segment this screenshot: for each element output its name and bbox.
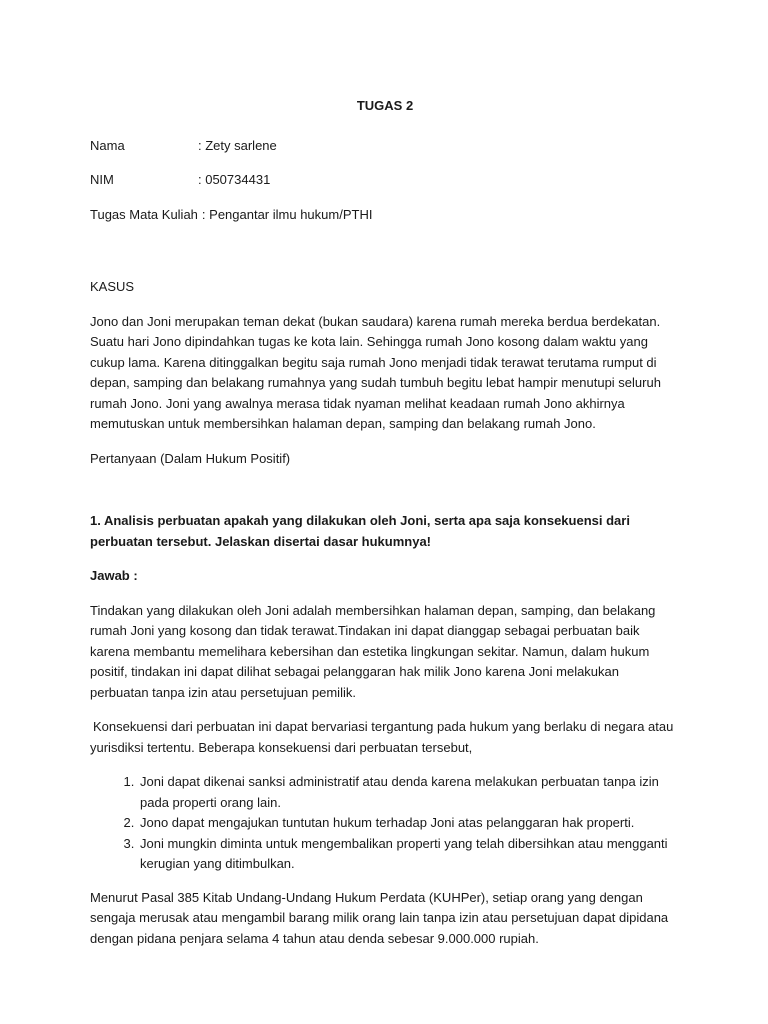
field-tugas-value: : Pengantar ilmu hukum/PTHI xyxy=(201,206,373,222)
answer-paragraph-2: Konsekuensi dari perbuatan ini dapat bervariasi tergantung pada hukum yang berlaku di negara atau yurisdiksi tertentu. Beberapa konsekuensi dari perbuatan tersebut, xyxy=(90,719,674,755)
kasus-paragraph: Jono dan Joni merupakan teman dekat (bukan saudara) karena rumah mereka berdua berdekatan. Suatu hari Jono dipindahkan tugas ke kota lain. Sehingga rumah Jono kosong dalam waktu yang cukup lama. Karena ditinggalkan begitu saja rumah Jono menjadi tidak terawat terutama rumput di depan, samping dan belakang rumahnya yang sudah tumbuh begitu lebat hampir menutupi seluruh rumah Jono. Joni yang awalnya merasa tidak nyaman melihat keadaan rumah Jono akhirnya memutuskan untuk membersihkan halaman depan, samping dan belakang rumah Jono. xyxy=(90,313,661,431)
pertanyaan-heading: Pertanyaan (Dalam Hukum Positif) xyxy=(90,450,291,466)
field-tugas-label: Tugas Mata Kuliah xyxy=(90,206,198,222)
spacer xyxy=(90,239,680,277)
field-nim-value: : 050734431 xyxy=(198,172,271,187)
field-nim xyxy=(90,170,680,191)
field-nama-value: : Zety sarlene xyxy=(198,137,277,153)
jawab-label: Jawab : xyxy=(90,568,138,583)
list-item: 3. Joni mungkin diminta untuk mengembalikan properti yang telah dibersihkan atau mengganti kerugian yang ditimbulkan. xyxy=(138,834,680,875)
question-1: 1. Analisis perbuatan apakah yang dilakukan oleh Joni, serta apa saja konsekuensi dari perbuatan tersebut. Jelaskan disertai dasar hukumnya! xyxy=(90,513,630,549)
consequences-list xyxy=(90,772,680,875)
list-item: 2. Jono dapat mengajukan tuntutan hukum terhadap Joni atas pelanggaran hak properti. xyxy=(138,813,680,834)
field-nama-label: Nama xyxy=(90,137,125,153)
kasus-heading: KASUS xyxy=(90,279,135,294)
answer-paragraph-3: Menurut Pasal 385 Kitab Undang-Undang Hukum Perdata (KUHPer), setiap orang yang dengan sengaja merusak atau mengambil barang milik orang lain tanpa izin atau persetujuan dapat dipidana dengan pidana penjara selama 4 tahun atau denda sebesar 9.000.000 rupiah. xyxy=(90,889,669,946)
spacer xyxy=(90,483,680,511)
document-body xyxy=(90,96,680,963)
answer-paragraph-1: Tindakan yang dilakukan oleh Joni adalah membersihkan halaman depan, samping, dan belakang rumah Joni yang kosong dan tidak terawat.Tindakan ini dapat dianggap sebagai perbuatan baik karena membantu memelihara kebersihan dan estetika lingkungan sekitar. Namun, dalam hukum positif, tindakan ini dapat dilihat sebagai pelanggaran hak milik Jono karena Joni melakukan perbuatan tanpa izin atau persetujuan pemilik. xyxy=(90,602,656,700)
field-tugas xyxy=(90,205,680,226)
field-nama xyxy=(90,136,680,157)
list-item: 1. Joni dapat dikenai sanksi administratif atau denda karena melakukan perbuatan tanpa izin pada properti orang lain. xyxy=(138,772,680,813)
field-nim-label: NIM xyxy=(90,172,114,187)
document-title: TUGAS 2 xyxy=(356,98,414,113)
